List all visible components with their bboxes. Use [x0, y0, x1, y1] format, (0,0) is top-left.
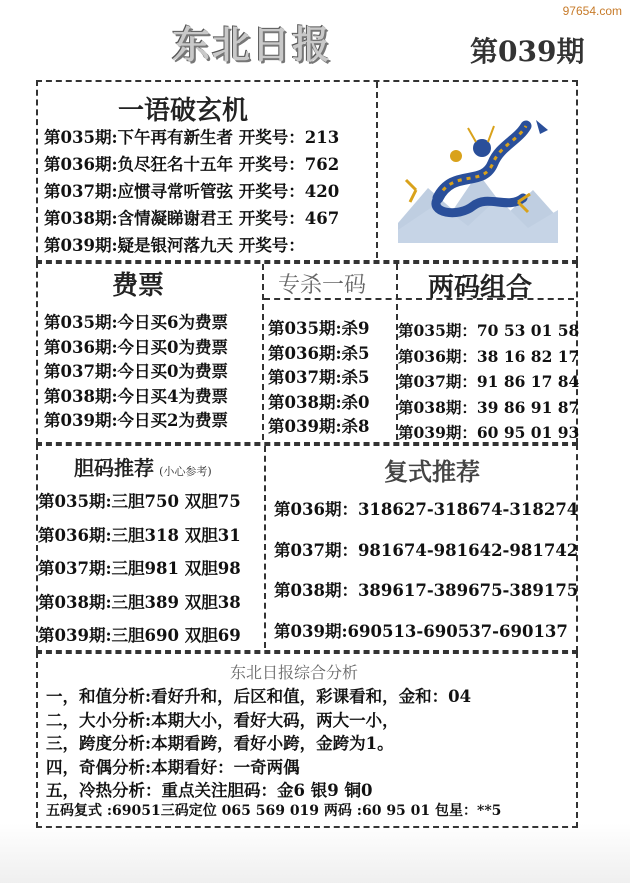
- riddle-row: 第038期:含情凝睇谢君王 开奖号：467: [44, 209, 340, 228]
- free-ticket-row: 第037期:今日买0为费票: [44, 362, 229, 381]
- analysis-footer: 五码复式 :69051三码定位 065 569 019 两码 :60 95 01 包星：**5: [46, 803, 502, 819]
- issue-number: 第039期: [470, 35, 585, 68]
- kill-one-row: 第037期:杀5: [268, 368, 370, 387]
- compound-row: 第038期：389617-389675-389175: [274, 581, 579, 600]
- tickets-divider-1: [262, 264, 264, 440]
- kill-one-title: 专杀一码: [278, 273, 367, 298]
- kill-one-row: 第039期:杀8: [268, 417, 370, 436]
- gall-code-row: 第035期:三胆750 双胆75: [38, 492, 241, 511]
- scan-shadow: [0, 823, 630, 883]
- riddle-row: 第039期:疑是银河落九天 开奖号：: [44, 236, 305, 255]
- free-ticket-list: [44, 315, 228, 430]
- free-ticket-title: 费票: [112, 271, 165, 301]
- kill-one-row: 第035期:杀9: [268, 319, 370, 338]
- two-code-row: 第035期：70 53 01 58: [398, 321, 580, 340]
- analysis-row: 一，和值分析:看好升和，后区和值，彩课看和，金和：04: [46, 687, 472, 706]
- compound-row: 第037期：981674-981642-981742: [274, 540, 579, 560]
- kill-one-list: [268, 321, 370, 436]
- dragon-illustration: [398, 118, 558, 243]
- kill-one-row: 第038期:杀0: [268, 392, 370, 412]
- riddle-row: 第036期:负尽狂名十五年 开奖号：762: [44, 155, 340, 174]
- compound-row: 第036期：318627-318674-318274: [274, 500, 579, 519]
- gall-code-row: 第039期:三胆690 双胆69: [38, 626, 241, 645]
- two-code-list: [398, 323, 579, 441]
- gall-code-row: 第036期:三胆318 双胆31: [38, 525, 241, 545]
- free-ticket-row: 第038期:今日买4为费票: [44, 386, 229, 406]
- analysis-row: 二，大小分析:本期大小，看好大码，两大一小，: [46, 710, 399, 730]
- gall-code-note: (小心参考): [159, 465, 212, 478]
- gall-code-heading: [74, 452, 212, 481]
- free-ticket-row: 第039期:今日买2为费票: [44, 411, 229, 430]
- site-url[interactable]: 97654.com: [562, 4, 622, 18]
- kill-one-row: 第036期:杀5: [268, 343, 370, 363]
- free-ticket-row: 第036期:今日买0为费票: [44, 337, 229, 357]
- gall-code-list: [38, 494, 241, 645]
- compound-row: 第039期:690513-690537-690137: [274, 621, 568, 641]
- free-ticket-row: 第035期:今日买6为费票: [44, 313, 229, 332]
- compound-list: [274, 502, 578, 640]
- riddle-row: 第037期:应惯寻常听管弦 开奖号：420: [44, 182, 340, 201]
- two-code-row: 第039期：60 95 01 93: [398, 423, 580, 442]
- analysis-row: 四，奇偶分析:本期看好：一奇两偶: [46, 757, 300, 777]
- two-code-title: 两码组合: [428, 273, 533, 303]
- analysis-title: 东北日报综合分析: [230, 663, 359, 682]
- recommend-divider: [264, 446, 266, 648]
- riddle-row: 第035期:下午再有新生者 开奖号：213: [44, 128, 340, 147]
- riddle-divider: [376, 82, 378, 258]
- two-code-row: 第038期：39 86 91 87: [398, 397, 580, 417]
- masthead-title: 东北日报: [172, 22, 333, 67]
- analysis-row: 五，冷热分析：重点关注胆码：金6 银9 铜0: [46, 781, 373, 800]
- gall-code-row: 第037期:三胆981 双胆98: [38, 559, 241, 578]
- gall-code-title: 胆码推荐: [74, 456, 154, 480]
- compound-title: 复式推荐: [384, 457, 480, 486]
- analysis-row: 三，跨度分析:本期看跨，看好小跨，金跨为1。: [46, 734, 394, 753]
- riddle-list: [44, 130, 339, 255]
- analysis-list: [46, 689, 471, 800]
- two-code-row: 第037期：91 86 17 84: [398, 372, 580, 391]
- two-code-row: 第036期：38 16 82 17: [398, 346, 580, 366]
- riddle-title: 一语破玄机: [118, 96, 249, 126]
- gall-code-row: 第038期:三胆389 双胆38: [38, 592, 241, 612]
